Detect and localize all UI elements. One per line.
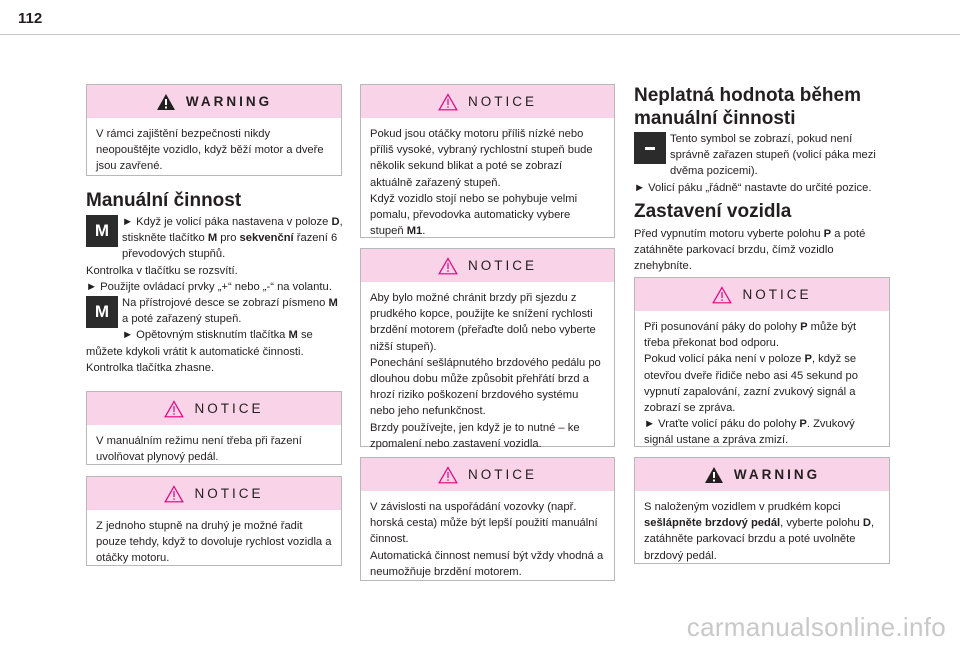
notice-triangle-icon — [438, 257, 458, 275]
notice-header — [361, 458, 614, 491]
manual-paragraph-5: ► Opětovným stisknutím tlačítka M se můžete kdykoli vrátit k automatické činnosti. — [86, 329, 313, 358]
invalid-text-block — [634, 131, 892, 196]
manual-paragraph-2: Kontrolka v tlačítku se rozsvítí. — [86, 264, 238, 277]
notice-text: V manuálním režimu není třeba při řazení uvolňovat plynový pedál. — [96, 435, 302, 464]
warning-header — [87, 85, 341, 118]
notice-label: NOTICE — [467, 467, 537, 482]
watermark: carmanualsonline.info — [686, 612, 946, 642]
warning-label: WARNING — [733, 467, 821, 482]
notice-label: NOTICE — [194, 486, 264, 501]
notice-box-2 — [86, 476, 342, 566]
warning-triangle-icon — [704, 466, 724, 484]
notice-triangle-icon — [164, 485, 184, 503]
invalid-paragraph-2: ► Volicí páku „řádně“ nastavte do určité pozice. — [634, 181, 872, 194]
warning-header — [635, 458, 889, 491]
notice-text: Při posunování páky do polohy P může být třeba překonat bod odporu. Pokud volicí páka není v poloze P, když se otevřou dveře řidiče nebo asi 45 sekund po vypnutí zapalování, zazní zvukový signál a zobrazí se zpráva. ► Vraťte volicí páku do polohy P. Zvukový signál ustane a zpráva zmizí. — [644, 321, 858, 447]
notice-box-5 — [360, 457, 615, 581]
notice-header — [361, 85, 614, 118]
notice-label: NOTICE — [194, 401, 264, 416]
manual-paragraph-6: Kontrolka tlačítka zhasne. — [86, 361, 215, 374]
warning-box-2 — [634, 457, 890, 564]
notice-triangle-icon — [438, 466, 458, 484]
notice-box-4 — [360, 248, 615, 450]
warning-text: V rámci zajištění bezpečnosti nikdy neopouštějte vozidlo, když běží motor a dveře jsou zavřené. — [96, 128, 324, 173]
invalid-gear-icon — [634, 132, 666, 164]
notice-triangle-icon — [164, 400, 184, 418]
stopping-text-block: Před vypnutím motoru vyberte polohu P a poté zatáhněte parkovací brzdu, čímž vozidlo znehybníte. — [634, 228, 866, 273]
manual-paragraph-4: M Na přístrojové desce se zobrazí písmeno M a poté zařazený stupeň. — [86, 295, 344, 327]
notice-label: NOTICE — [467, 94, 537, 109]
warning-text: S naloženým vozidlem v prudkém kopci sešlápněte brzdový pedál, vyberte polohu D, zatáhněte parkovací brzdu a poté uvolněte brzdový pedál. — [644, 501, 875, 562]
notice-header — [361, 249, 614, 282]
section-title-invalid-value: Neplatná hodnota během manuální činnosti — [634, 85, 861, 129]
notice-header — [87, 392, 341, 425]
section-title-manual: Manuální činnost — [86, 190, 242, 211]
invalid-paragraph-1: Tento symbol se zobrazí, pokud není správně zařazen stupeň (volicí páka mezi dvěma pozicemi). — [634, 131, 892, 180]
notice-triangle-icon — [438, 93, 458, 111]
page-number: 112 — [18, 10, 43, 27]
warning-box-1 — [86, 84, 342, 176]
notice-header — [635, 278, 889, 311]
notice-box-6 — [634, 277, 890, 447]
manual-text-block — [86, 214, 344, 376]
notice-box-1 — [86, 391, 342, 465]
notice-text: Pokud jsou otáčky motoru příliš nízké nebo příliš vysoké, vybraný rychlostní stupeň bude několik sekund blikat a poté se zobrazí aktuálně zařazený stupeň. Když vozidlo stojí nebo se pohybuje velmi pomalu, převodovka automaticky vybere stupeň M1. — [370, 128, 593, 238]
notice-text: Aby bylo možné chránit brzdy při sjezdu z prudkého kopce, použijte ke snížení rychlosti brzdění motorem (přeřaďte dolů nebo vyberte nižší stupeň). Ponechání sešlápnutého brzdového pedálu po dlouhou dobu může způsobit přehřátí brzd a hrozí riziko poškození brzdového systému nebo jeho nefunkčnost. Brzdy používejte, jen když je to nutné – ke zpomalení nebo zastavení vozidla. — [370, 292, 601, 450]
warning-label: WARNING — [185, 94, 273, 109]
header-divider — [0, 34, 960, 35]
notice-label: NOTICE — [467, 258, 537, 273]
notice-text: V závislosti na uspořádání vozovky (např. horská cesta) může být lepší použití manuální činnost. Automatická činnost nemusí být vždy vhodná a neumožňuje brzdění motorem. — [370, 501, 604, 578]
gear-selector-icon: M — [86, 215, 118, 247]
notice-triangle-icon — [712, 286, 732, 304]
notice-header — [87, 477, 341, 510]
manual-mode-display-icon: M — [86, 296, 118, 328]
manual-paragraph-3: ► Použijte ovládací prvky „+“ nebo „-“ na volantu. — [86, 280, 332, 293]
section-title-stopping: Zastavení vozidla — [634, 201, 792, 222]
notice-box-3 — [360, 84, 615, 238]
notice-text: Z jednoho stupně na druhý je možné řadit pouze tehdy, když to dovoluje rychlost vozidla a otáčky motoru. — [96, 520, 332, 565]
notice-label: NOTICE — [742, 287, 812, 302]
warning-triangle-icon — [156, 93, 176, 111]
manual-paragraph-1: M ► Když je volicí páka nastavena v poloze D, stiskněte tlačítko M pro sekvenční řazení 6 převodových stupňů. — [86, 214, 344, 263]
